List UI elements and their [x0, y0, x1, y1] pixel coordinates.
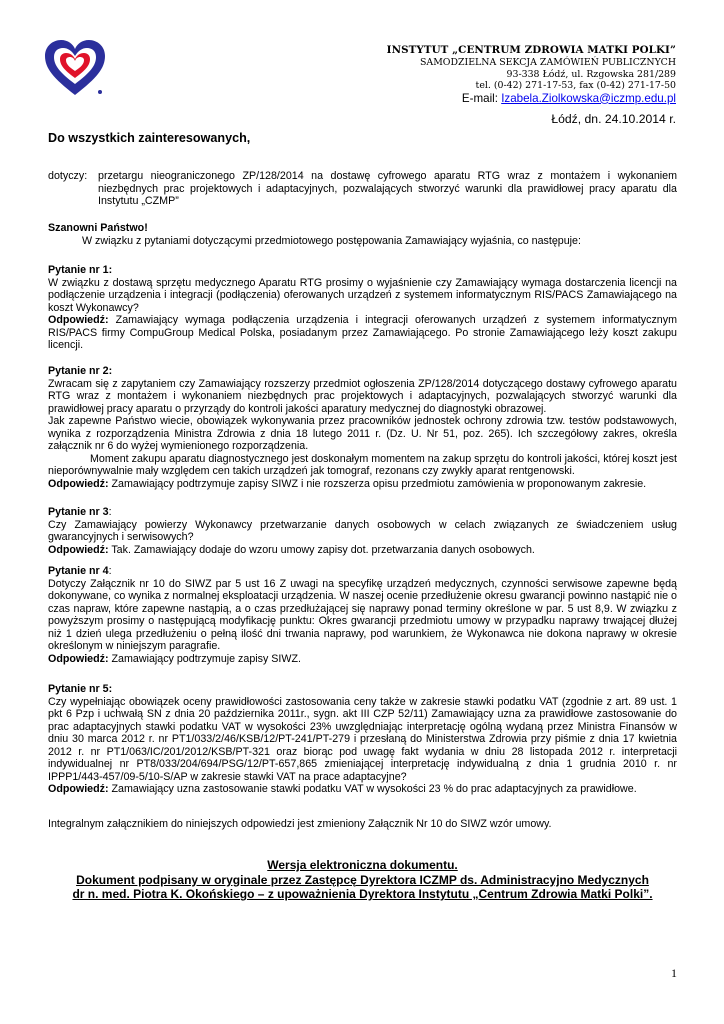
answer-5 [48, 783, 677, 796]
answer-5-label: Odpowiedź: [48, 783, 109, 795]
subject-label: dotyczy: [48, 170, 88, 182]
signature-line-3: dr n. med. Piotra K. Okońskiego – z upoważnienia Dyrektora Instytutu „Centrum Zdrowia Matki Polki”. [72, 887, 653, 902]
question-3-title-colon: : [108, 506, 112, 518]
intro-text: W związku z pytaniami dotyczącymi przedmiotowego postępowania Zamawiający wyjaśnia, co następuje: [82, 234, 581, 247]
logo-registered-mark [98, 90, 102, 94]
answer-2-label: Odpowiedź: [48, 477, 109, 490]
question-4-title: Pytanie nr 4 [48, 565, 109, 577]
answer-1-label: Odpowiedź: [48, 314, 109, 326]
question-1-block [48, 264, 677, 352]
salutation: Szanowni Państwo! [48, 222, 148, 234]
question-5-title: Pytanie nr 5: [48, 683, 113, 695]
question-2-title: Pytanie nr 2: [48, 365, 113, 377]
question-3-title-line [48, 506, 677, 519]
institute-logo [45, 40, 105, 98]
question-2-block [48, 365, 677, 490]
closing-note: Integralnym załącznikiem do niniejszych odpowiedzi jest zmieniony Załącznik Nr 10 do SIWZ wzór umowy. [48, 818, 552, 830]
phone-fax: tel. (0-42) 271-17-53, fax (0-42) 271-17-50 [475, 80, 676, 91]
answer-3-text: Tak. Zamawiający dodaje do wzoru umowy zapisy dot. przetwarzania danych osobowych. [108, 543, 535, 556]
question-1-title: Pytanie nr 1: [48, 264, 113, 276]
institution-name: INSTYTUT „CENTRUM ZDROWIA MATKI POLKI” [386, 44, 676, 56]
answer-4-text: Zamawiający podtrzymuje zapisy SIWZ. [108, 652, 301, 665]
section-name: SAMODZIELNA SEKCJA ZAMÓWIEŃ PUBLICZNYCH [420, 57, 676, 68]
subject-text: przetargu nieograniczonego ZP/128/2014 na dostawę cyfrowego aparatu RTG wraz z montażem i wykonaniem niezbędnych prac projektowych i adaptacyjnych, pozwalających stworzyć warunki dla prawidłowej pracy aparatu dla Instytutu „CZMP” [98, 170, 677, 207]
question-4-title-colon: : [108, 565, 112, 577]
question-5-block [48, 683, 677, 796]
answer-4 [48, 653, 677, 666]
answer-2-text: Zamawiający podtrzymuje zapisy SIWZ i nie rozszerza opisu przedmiotu zamówienia w proponowanym zakresie. [108, 477, 647, 490]
email-line [256, 92, 676, 106]
question-2-text: Zwracam się z zapytaniem czy Zamawiający rozszerzy przedmiot ogłoszenia ZP/128/2014 dotyczącego dostawy cyfrowego aparatu RTG wraz z montażem i wykonaniem niezbędnych prac projektowych i adaptacyjnych, pozwalających stworzyć warunki dla prawidłowej pracy aparatu o przyrządy do kontroli jakości aparatury medycznej do diagnostyki obrazowej. [48, 377, 677, 415]
subject-block [48, 170, 677, 208]
question-5-text: Czy wypełniając obowiązek oceny prawidłowości zastosowania ceny także w zakresie stawki podatku VAT (zgodnie z art. 89 ust. 1 pkt 6 Pzp i uchwałą SN z dnia 20 października 2011r., sygn. akt III CZP 52/11) Zamawiający uzna za prawidłowe zastosowanie do prac adaptacyjnych stawki podatku VAT w wysokości 23% uwzględniając interpretację ogólną wydaną przez Ministra Finansów w dniu 30 marca 2012 r. nr PT1/033/2/46/KSB/12/PT-241/PT-279 i przesłaną do Ministerstwa Zdrowia przy piśmie z dnia 17 kwietnia 2012 r. nr PT1/063/IC/201/2012/KSB/PT-321 oraz biorąc pod uwagę fakt wydania w dniu 28 listopada 2012 r. interpretacji indywidualnej nr PT8/033/204/694/PSG/12/PT-657,865 zmieniającej interpretację indywidualną z dnia 1 grudnia 2010 r. nr IPPP1/443-457/09-5/10-S/AP w zakresie stawki VAT na prace adaptacyjne? [48, 695, 677, 783]
signature-line-2: Dokument podpisany w oryginale przez Zastępcę Dyrektora ICZMP ds. Administracyjno Medycznych [76, 872, 649, 887]
answer-4-label: Odpowiedź: [48, 652, 109, 665]
email-link[interactable]: Izabela.Ziolkowska@iczmp.edu.pl [501, 91, 676, 105]
question-3-text: Czy Zamawiający powierzy Wykonawcy przetwarzanie danych osobowych w celach związanych ze świadczeniem usług gwarancyjnych i serwisowych? [48, 518, 677, 543]
email-label: E-mail: [461, 91, 502, 105]
answer-5-text: Zamawiający uzna zastosowanie stawki podatku VAT w wysokości 23 % do prac adaptacyjnych za prawidłowe. [108, 783, 637, 795]
question-2-text-2: Jak zapewne Państwo wiecie, obowiązek wykonywania przez pracowników jednostek ochrony zdrowia tzw. testów podstawowych, wynika z rozporządzenia Ministra Zdrowia z dnia 18 lutego 2011 r. (Dz. U. Nr 51, poz. 265). Ich szczegółowy zakres, określa załącznik nr 6 do wyżej wymienionego rozporządzenia. [48, 415, 677, 452]
question-4-block [48, 565, 677, 665]
question-2-text-3: Moment zakupu aparatu diagnostycznego jest doskonałym momentem na zakup sprzętu do kontroli jakości, której koszt jest nieporównywalnie mały względem cen takich urządzeń jak tomograf, rezonans czy zwykły aparat rentgenowski. [48, 452, 677, 477]
page-number: 1 [671, 966, 677, 980]
signature-line-1: Wersja elektroniczna dokumentu. [267, 858, 458, 872]
answer-1 [48, 314, 677, 352]
salutation-block [48, 222, 677, 247]
signature-block [48, 858, 677, 902]
question-1-text: W związku z dostawą sprzętu medycznego Aparatu RTG prosimy o wyjaśnienie czy Zamawiający wymaga dostarczenia licencji na podłączenie urządzenia i integracji (podłączenia) oferowanych urządzeń z systemem informatycznym RIS/PACS Zamawiającego na koszt Wykonawcy? [48, 276, 677, 314]
question-4-title-line [48, 565, 677, 578]
address: 93-338 Łódź, ul. Rzgowska 281/289 [506, 68, 676, 80]
letter-date: Łódź, dn. 24.10.2014 r. [551, 112, 676, 126]
answer-3 [48, 544, 677, 557]
question-4-text: Dotyczy Załącznik nr 10 do SIWZ par 5 ust 16 Z uwagi na specyfikę urządzeń medycznych, czynności serwisowe zapewne będą dokonywane, co wynika z normalnej eksploatacji urządzenia. W naszej ocenie przedłużenie okresu gwarancji powinno nastąpić nie o czas napraw, które zapewne nastąpią, a o czas przedłużającej się naprawy ponad terminy określone w par. 5 ust 8,9. W związku z powyższym prosimy o następującą modyfikację punktu: Okres gwarancji przedmiotu umowy w przypadku naprawy trwającej dłużej niż 1 dzień ulega przedłużeniu o pełną ilość dni trwania naprawy, pod warunkiem, że Wykonawca nie dokona naprawy w okresie określonym w niniejszym paragrafie. [48, 577, 677, 652]
answer-2 [48, 478, 677, 491]
question-3-block [48, 506, 677, 556]
letterhead [256, 44, 676, 106]
greeting: Do wszystkich zainteresowanych, [48, 131, 251, 145]
question-3-title: Pytanie nr 3 [48, 506, 109, 518]
answer-3-label: Odpowiedź: [48, 543, 109, 556]
answer-1-text: Zamawiający wymaga podłączenia urządzenia i integracji oferowanych urządzeń z systemem informatycznym RIS/PACS firmy CompuGroup Medical Polska, posiadanym przez Zamawiającego. Po stronie Zamawiającego leży koszt zakupu licencji. [48, 314, 677, 351]
